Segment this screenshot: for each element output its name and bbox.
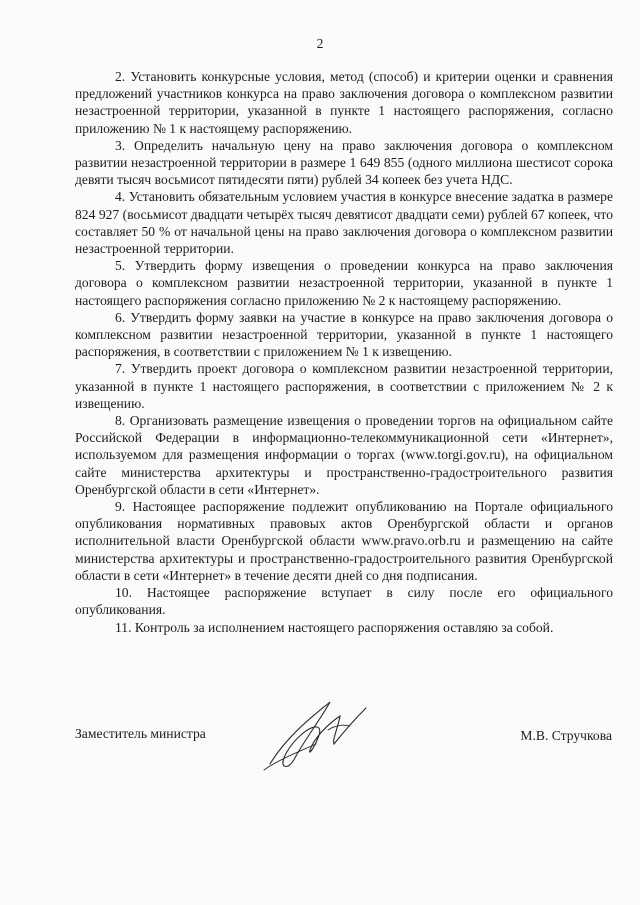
signature-block <box>0 688 640 778</box>
paragraph-2: 2. Установить конкурсные условия, метод (способ) и критерии оценки и сравнения предложений участников конкурса на право заключения договора о комплексном развитии незастроенной территории, указанной в пункте 1 настоящего распоряжения, согласно приложению № 1 к настоящему распоряжению. <box>75 69 613 136</box>
signatory-name: М.В. Стручкова <box>520 728 612 743</box>
page-number: 2 <box>316 36 324 51</box>
paragraph-6: 6. Утвердить форму заявки на участие в конкурсе на право заключения договора о комплексном развитии незастроенной территории, указанной в пункте 1 настоящего распоряжения, в соответствии с приложением № 1 к извещению. <box>75 309 613 360</box>
paragraph-4: 4. Установить обязательным условием участия в конкурсе внесение задатка в размере 824 927 (восьмисот двадцати четырёх тысяч девятисот двадцати семи) рублей 67 копеек, что составляет 50 % от начальной цены на право заключения договора о комплексном развитии незастроенной территории. <box>75 189 613 257</box>
signatory-title: Заместитель министра <box>75 726 206 741</box>
paragraph-9: 9. Настоящее распоряжение подлежит опубликованию на Портале официального опубликования нормативных правовых актов Оренбургской области и органов исполнительной власти Оренбургской области www.pravo.orb.ru и размещению на сайте министерства архитектуры и пространственно-градостроительного развития Оренбургской области в сети «Интернет» в течение десяти дней со дня подписания. <box>75 499 613 583</box>
document-body <box>75 68 613 636</box>
paragraph-10: 10. Настоящее распоряжение вступает в силу после его официального опубликования. <box>75 585 613 618</box>
handwritten-signature-icon <box>258 694 378 776</box>
paragraph-11: 11. Контроль за исполнением настоящего распоряжения оставляю за собой. <box>115 619 554 635</box>
paragraph-8: 8. Организовать размещение извещения о проведении торгов на официальном сайте Российской Федерации в информационно-телекоммуникационной сети «Интернет», используемом для размещения информации о торгах (www.torgi.gov.ru), на официальном сайте министерства архитектуры и пространственно-градостроительного развития Оренбургской области в сети «Интернет». <box>75 413 613 497</box>
paragraph-7: 7. Утвердить проект договора о комплексном развитии незастроенной территории, указанной в пункте 1 настоящего распоряжения, в соответствии с приложением № 2 к извещению. <box>75 361 613 411</box>
paragraph-3: 3. Определить начальную цену на право заключения договора о комплексном развитии незастроенной территории в размере 1 649 855 (одного миллиона шестисот сорока девяти тысяч восьмисот пятидесяти пяти) рублей 34 копеек без учета НДС. <box>75 137 613 188</box>
paragraph-5: 5. Утвердить форму извещения о проведении конкурса на право заключения договора о комплексном развитии незастроенной территории, указанной в пункте 1 настоящего распоряжения согласно приложению № 2 к настоящему распоряжению. <box>75 258 613 308</box>
